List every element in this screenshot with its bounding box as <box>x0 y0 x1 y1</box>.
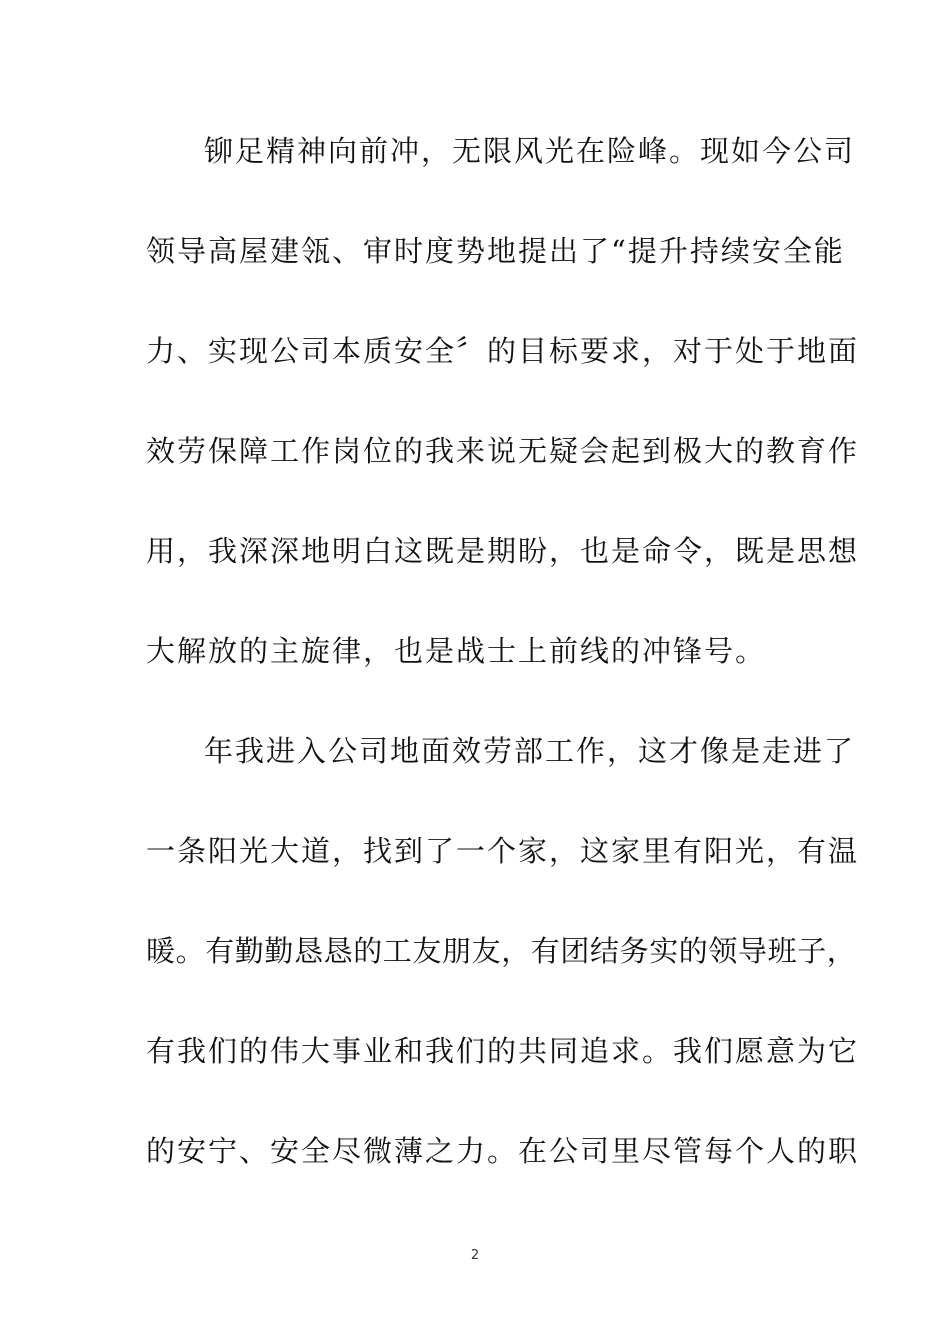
paragraph-1-line-2: 领导高屋建瓴、审时度势地提出了“提升持续安全能 <box>146 234 845 268</box>
paragraph-2-line-1: 年我进入公司地面效劳部工作，这才像是走进了 <box>204 734 856 768</box>
body-text <box>146 126 860 1226</box>
paragraph-1-line-5: 用，我深深地明白这既是期盼，也是命令，既是思想 <box>146 534 860 568</box>
paragraph-2-line-3: 暖。有勤勤恳恳的工友朋友，有团结务实的领导班子， <box>146 934 857 968</box>
paragraph-1-line-3: 力、实现公司本质安全〞的目标要求，对于处于地面 <box>146 334 860 368</box>
paragraph-2-line-5: 的安宁、安全尽微薄之力。在公司里尽管每个人的职 <box>146 1134 860 1168</box>
paragraph-2-line-4: 有我们的伟大事业和我们的共同追求。我们愿意为它 <box>146 1034 860 1068</box>
paragraph-2-line-2: 一条阳光大道，找到了一个家，这家里有阳光，有温 <box>146 834 860 868</box>
page-number: 2 <box>470 1248 480 1263</box>
paragraph-1-line-4: 效劳保障工作岗位的我来说无疑会起到极大的教育作 <box>146 434 860 468</box>
paragraph-1-line-1: 铆足精神向前冲，无限风光在险峰。现如今公司 <box>204 134 856 168</box>
paragraph-1-line-6: 大解放的主旋律，也是战士上前线的冲锋号。 <box>146 634 767 668</box>
